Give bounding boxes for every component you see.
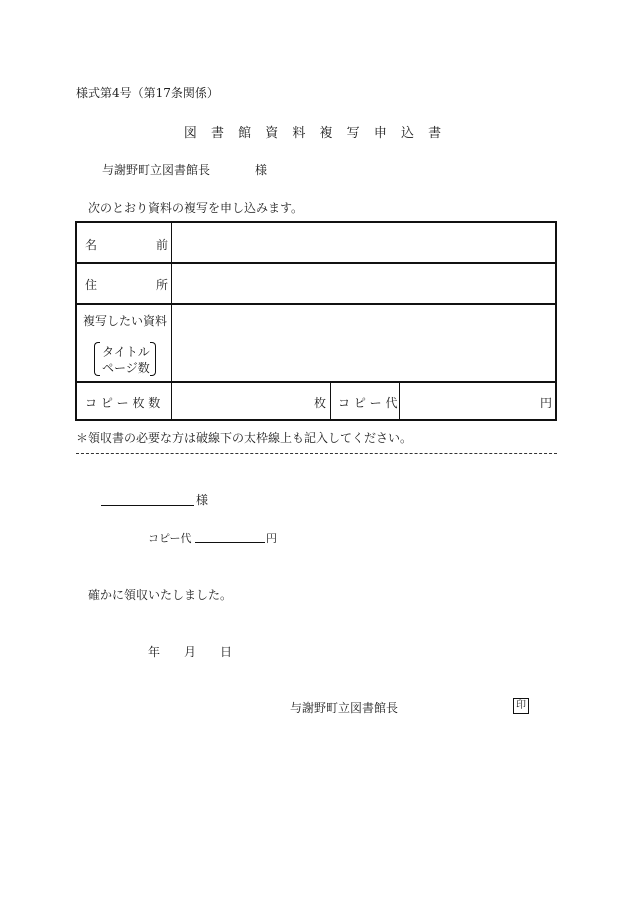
row-divider [77, 262, 555, 264]
librarian-signature: 与謝野町立図書館長 [290, 701, 399, 715]
receipt-copy-fee-unit: 円 [266, 532, 277, 545]
fee-column-divider [330, 381, 331, 421]
row-divider [77, 381, 555, 383]
received-text: 確かに領収いたしました。 [88, 588, 233, 602]
date-month: 月 [184, 645, 197, 659]
address-label-left: 住 [85, 278, 98, 292]
intro-text: 次のとおり資料の複写を申し込みます。 [88, 201, 304, 215]
seal-stamp: 印 [513, 698, 529, 714]
fee-label: コ ピ ー 代 [338, 396, 398, 410]
name-label-right: 前 [156, 238, 169, 252]
address-label-right: 所 [156, 278, 169, 292]
fee-unit: 円 [540, 396, 553, 410]
addressee-honorific: 様 [255, 163, 268, 177]
date-year: 年 [148, 645, 161, 659]
date-day: 日 [220, 645, 233, 659]
row-divider [77, 303, 555, 305]
cut-line [76, 453, 557, 454]
receipt-note: ＊領収書の必要な方は破線下の太枠線上も記入してください。 [76, 431, 413, 445]
label-column-divider [171, 223, 172, 421]
receipt-name-line [101, 505, 194, 506]
material-sub-pages: ページ数 [102, 361, 150, 375]
receipt-copy-fee-line [195, 542, 265, 543]
material-sub-bracket [94, 341, 156, 377]
material-label: 複写したい資料 [83, 314, 168, 328]
bracket-left [94, 342, 100, 376]
addressee: 与謝野町立図書館長 [102, 163, 211, 177]
name-label-left: 名 [85, 238, 98, 252]
receipt-honorific: 様 [196, 493, 209, 507]
bracket-right [150, 342, 156, 376]
document-title: 図 書 館 資 料 複 写 申 込 書 [183, 126, 447, 141]
form-number: 様式第4号（第17条関係） [76, 86, 219, 100]
application-form-table [75, 221, 557, 421]
material-sub-title: タイトル [102, 345, 150, 359]
copies-unit: 枚 [314, 396, 327, 410]
copies-label: コ ピ ー 枚 数 [85, 396, 161, 410]
receipt-copy-fee-label: コピー代 [148, 532, 192, 545]
fee-value-divider [399, 381, 400, 421]
